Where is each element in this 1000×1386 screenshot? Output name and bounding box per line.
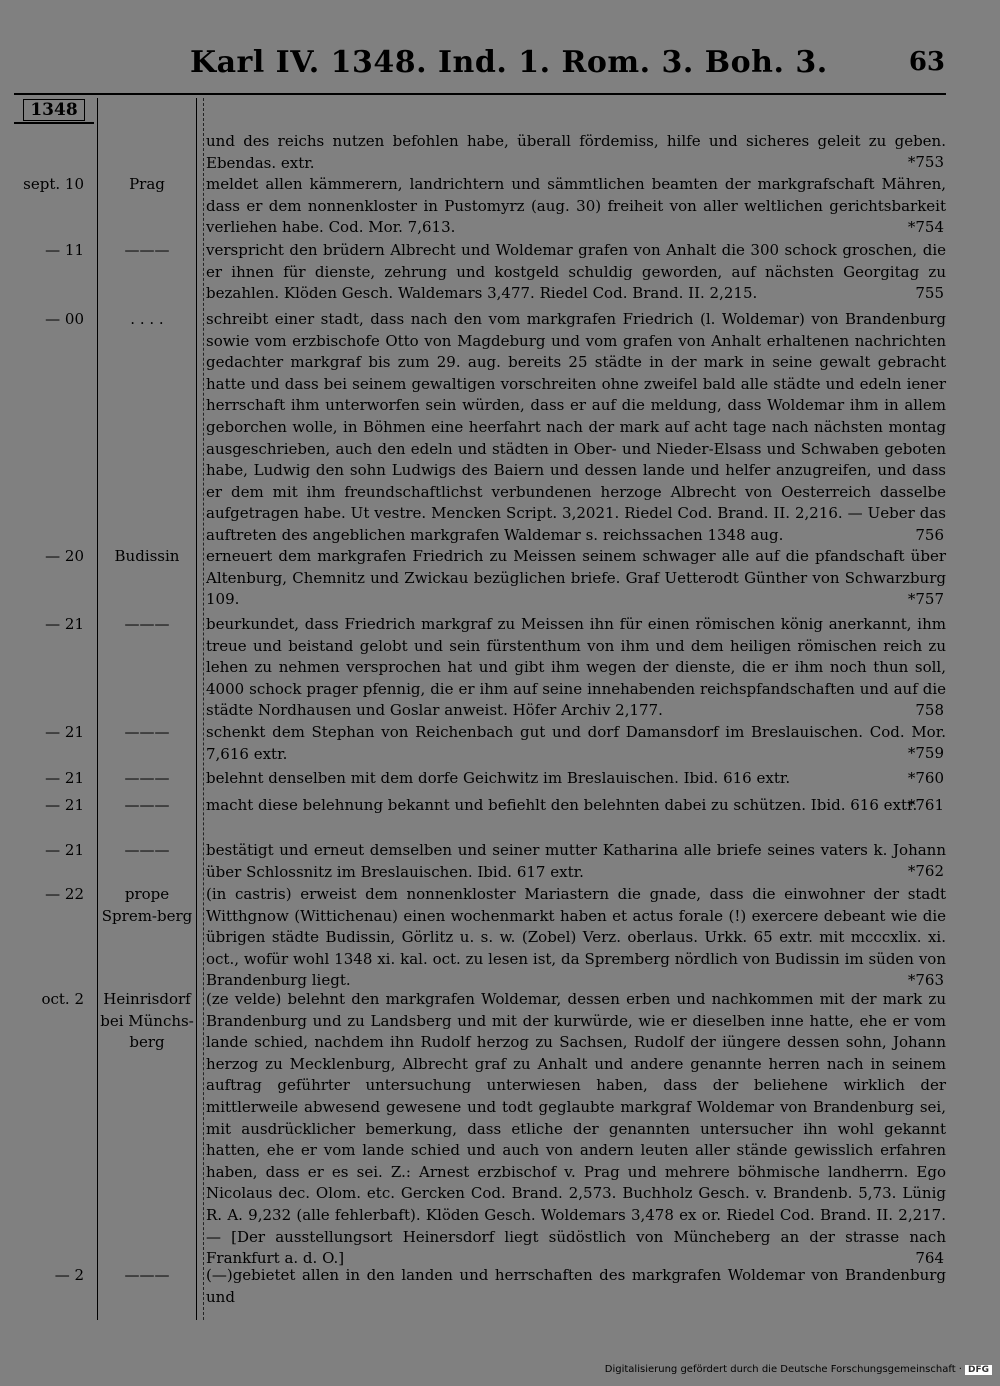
entry-text: und des reichs nutzen befohlen habe, überall fördemiss, hilfe und sicheres geleit zu geben. Ebendas. extr. bbox=[206, 132, 946, 172]
entry-place: prope Sprem-berg bbox=[101, 885, 193, 925]
entry-text: erneuert dem markgrafen Friedrich zu Meissen seinem schwager alle auf die pfandschaft über Altenburg, Chemnitz und Zwickau bezüglichen briefe. Graf Uetterodt Günther von Schwarzburg 109. bbox=[206, 547, 946, 609]
entry-number: *760 bbox=[907, 769, 944, 788]
entry-number: 758 bbox=[915, 701, 944, 720]
entry-number: *754 bbox=[907, 218, 944, 237]
year-label bbox=[14, 98, 94, 124]
entry-date: — 21 bbox=[45, 841, 84, 859]
entry-number: *761 bbox=[907, 796, 944, 815]
entry-number: *759 bbox=[907, 744, 944, 763]
footer-text: Digitalisierung gefördert durch die Deutsche Forschungsgemeinschaft · bbox=[604, 1364, 962, 1375]
footer-credit bbox=[605, 1364, 992, 1375]
dfg-logo: DFG bbox=[965, 1365, 992, 1375]
entry-date: — 11 bbox=[45, 241, 84, 259]
entry-text: schenkt dem Stephan von Reichenbach gut und dorf Damansdorf im Breslauischen. Cod. Mor. 7,616 extr. bbox=[206, 723, 946, 763]
entry-text: (ze velde) belehnt den markgrafen Woldemar, dessen erben und nachkommen mit der mark zu Brandenburg und zu Landsberg und mit der kurwürde, wie er dieselben inne hatte, ehe er vom lande schied, nachdem ihn Rudolf herzog zu Sachsen, Rudolf der iüngere dessen sohn, Johann herzog zu Mecklenburg, Albrecht graf zu Anhalt und andere genannte herren nach in seinem auftrag geführter untersuchung unterwiesen haben, dass der beliehene wirklich der mittlerweile abwesend gewesene und todt geglaubte markgraf Woldemar von Brandenburg sei, mit ausdrücklicher bemerkung, dass etliche der genannten untersucher ihn wohl gekannt hatten, ehe er vom lande schied und auch von andern leuten aller stände gewisslich erfahren haben, dass er es sei. Z.: Arnest erzbischof v. Prag und mehrere böhmische landherrn. Ego Nicolaus dec. Olom. etc. Gercken Cod. Brand. 2,573. Buchholz Gesch. v. Brandenb. 5,73. Lünig R. A. 9,232 (alle fehlerbaft). Klöden Gesch. Woldemars 3,478 ex or. Riedel Cod. Brand. II. 2,217. — [Der ausstellungsort Heinersdorf liegt südöstlich von Müncheberg an der strasse nach Frankfurt a. d. O.] bbox=[206, 990, 946, 1268]
entry-number: *757 bbox=[907, 590, 944, 609]
entry-number: 755 bbox=[915, 284, 944, 303]
year-text: 1348 bbox=[23, 99, 84, 121]
entry-text: meldet allen kämmerern, landrichtern und sämmtlichen beamten der markgrafschaft Mähren, dass er dem nonnenkloster in Pustomyrz (aug. 30) freiheit von aller weltlichen gerichtsbarkeit verliehen habe. Cod. Mor. 7,613. bbox=[206, 175, 946, 237]
entry-date: oct. 2 bbox=[41, 990, 84, 1008]
running-title: Karl IV. 1348. Ind. 1. Rom. 3. Boh. 3. bbox=[190, 45, 828, 80]
entry-date: — 21 bbox=[45, 615, 84, 633]
entry-text: bestätigt und erneut demselben und seiner mutter Katharina alle briefe seines vaters k. Johann über Schlossnitz im Breslauischen. Ibid. 617 extr. bbox=[206, 841, 946, 881]
entry-date: — 20 bbox=[45, 547, 84, 565]
entry-number: *753 bbox=[907, 153, 944, 172]
entry-date: — 21 bbox=[45, 723, 84, 741]
entry-place: ——— bbox=[124, 769, 170, 787]
entry-date: — 2 bbox=[54, 1266, 84, 1284]
header-rule bbox=[14, 93, 946, 95]
page-header bbox=[0, 45, 1000, 89]
entry-place: ——— bbox=[124, 615, 170, 633]
page-number: 63 bbox=[908, 47, 945, 77]
entry-date: — 21 bbox=[45, 796, 84, 814]
entry-place: ——— bbox=[124, 723, 170, 741]
entry-text: (in castris) erweist dem nonnenkloster Mariastern die gnade, dass die einwohner der stadt Witthgnow (Wittichenau) einen wochenmarkt haben et actus forale (!) exercere debeant wie die übrigen städte Budissin, Görlitz u. s. w. (Zobel) Verz. oberlaus. Urkk. 65 extr. mit mcccxlix. xi. oct., wofür wohl 1348 xi. kal. oct. zu lesen ist, da Spremberg nördlich von Budissin im süden von Brandenburg liegt. bbox=[206, 885, 946, 990]
entry-date: — 00 bbox=[45, 310, 84, 328]
entry-number: 764 bbox=[915, 1249, 944, 1268]
entry-place: Prag bbox=[129, 175, 165, 193]
entry-text: (—)gebietet allen in den landen und herrschaften des markgrafen Woldemar von Brandenburg und bbox=[206, 1266, 946, 1306]
entry-text: belehnt denselben mit dem dorfe Geichwitz im Breslauischen. Ibid. 616 extr. bbox=[206, 769, 791, 787]
entry-place: Heinrisdorf bei Münchs-berg bbox=[100, 990, 194, 1052]
entry-text: verspricht den brüdern Albrecht und Woldemar grafen von Anhalt die 300 schock groschen, die er ihnen für dienste, zehrung und kostgeld schuldig geworden, auf nächsten Georgitag zu bezahlen. Klöden Gesch. Waldemars 3,477. Riedel Cod. Brand. II. 2,215. bbox=[206, 241, 946, 303]
entry-place: Budissin bbox=[114, 547, 180, 565]
entry-text: macht diese belehnung bekannt und befiehlt den belehnten dabei zu schützen. Ibid. 616 extr. bbox=[206, 796, 918, 814]
entry-number: 756 bbox=[915, 526, 944, 545]
entry-place: ——— bbox=[124, 841, 170, 859]
entry-date: sept. 10 bbox=[23, 175, 84, 193]
entry-place: . . . . bbox=[130, 310, 164, 328]
entry-number: *762 bbox=[907, 862, 944, 881]
entry-place: ——— bbox=[124, 1266, 170, 1284]
entry-text: beurkundet, dass Friedrich markgraf zu Meissen ihn für einen römischen könig anerkannt, ihm treue und beistand gelobt und sein fürstenthum von ihm und dem heiligen römischen reich zu lehen zu nehmen versprochen hat und gibt ihm wegen der dienste, die er ihm noch thun soll, 4000 schock prager pfennig, die er ihm auf seine innehabenden reichspfandschaften und auf die städte Nordhausen und Goslar anweist. Höfer Archiv 2,177. bbox=[206, 615, 946, 720]
entry-place: ——— bbox=[124, 796, 170, 814]
entry-date: — 21 bbox=[45, 769, 84, 787]
column-divider-place bbox=[196, 98, 197, 1320]
entry-number: *763 bbox=[907, 971, 944, 990]
column-divider-date bbox=[97, 98, 98, 1320]
entry-text: schreibt einer stadt, dass nach den vom markgrafen Friedrich (l. Woldemar) von Brandenburg sowie vom erzbischofe Otto von Magdeburg und vom grafen von Anhalt erhaltenen nachrichten gedachter markgraf bis zum 29. aug. bereits 25 städte in der mark in seine gewalt gebracht hatte und dass bei seinem gewaltigen vorschreiten ohne zweifel bald alle städte und edeln iener herrschaft ihm unterworfen sein würden, dass er auf die meldung, dass Woldemar ihm in allem geborchen wolle, in Böhmen eine heerfahrt nach der mark auf acht tage nach nächsten montag ausgeschrieben, auch den edeln und städten in Ober- und Nieder-Elsass und Schwaben geboten habe, Ludwig den sohn Ludwigs des Baiern und dessen lande und helfer anzugreifen, und dass er dem mit ihm freundschaftlichst verbundenen herzoge Albrecht von Oesterreich dasselbe aufgetragen habe. Ut vestre. Mencken Script. 3,2021. Riedel Cod. Brand. II. 2,216. — Ueber das auftreten des angeblichen markgrafen Waldemar s. reichssachen 1348 aug. bbox=[206, 310, 946, 544]
entry-date: — 22 bbox=[45, 885, 84, 903]
column-divider-dotted bbox=[203, 98, 204, 1320]
entry-place: ——— bbox=[124, 241, 170, 259]
